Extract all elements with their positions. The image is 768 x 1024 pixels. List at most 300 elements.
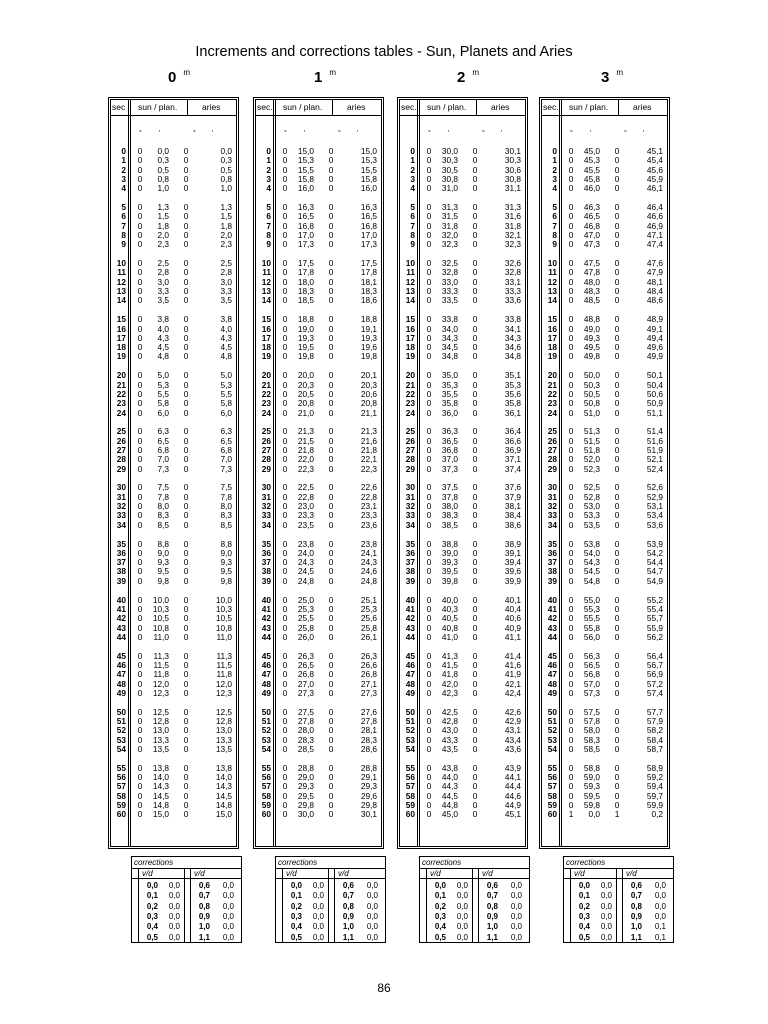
aries-minutes: 31,6 — [504, 211, 521, 222]
seconds-value: 6 — [121, 211, 126, 222]
aries-minutes: 29,8 — [360, 800, 377, 811]
minute-value: 3 — [601, 69, 610, 86]
sun-degrees: 0 — [426, 146, 432, 156]
sun-minutes: 9,8 — [157, 575, 169, 586]
sun-degrees: 0 — [568, 258, 574, 269]
aries-minutes: 33,8 — [504, 314, 521, 325]
aries-minutes: 38,1 — [504, 501, 521, 512]
aries-minutes: 37,1 — [504, 454, 521, 465]
seconds-value: 22 — [405, 388, 415, 399]
vd-value: 0,2 — [434, 901, 446, 911]
seconds-value: 45 — [547, 650, 557, 661]
seconds-value: 4 — [410, 183, 415, 194]
aries-degrees: 0 — [328, 407, 334, 418]
sun-degrees: 0 — [568, 631, 574, 642]
seconds-value: 46 — [261, 660, 271, 670]
vd-value: 0,6 — [630, 881, 642, 890]
table-header — [542, 100, 667, 116]
sun-minutes: 47,0 — [583, 229, 600, 240]
aries-minutes: 2,8 — [220, 267, 232, 278]
sun-degrees: 0 — [426, 781, 432, 792]
aries-minutes: 18,8 — [360, 314, 377, 325]
aries-minutes: 2,3 — [220, 239, 232, 250]
unit-symbol: ° — [338, 130, 341, 137]
sun-minutes: 49,5 — [583, 342, 600, 353]
sun-minutes: 28,0 — [297, 725, 314, 736]
seconds-value: 53 — [261, 734, 271, 745]
table-row — [256, 633, 381, 642]
row-group — [111, 147, 236, 193]
aries-degrees: 0 — [614, 407, 620, 418]
aries-minutes: 42,9 — [504, 716, 521, 727]
sun-minutes: 6,0 — [157, 407, 169, 418]
seconds-value: 14 — [405, 295, 415, 306]
sun-minutes: 43,3 — [441, 734, 458, 745]
aries-minutes: 10,3 — [215, 603, 232, 614]
sun-minutes: 27,5 — [297, 706, 314, 717]
sun-degrees: 0 — [568, 155, 574, 166]
vd-value: 0,1 — [578, 891, 590, 901]
table-row — [542, 352, 667, 361]
correction-value: 0,0 — [168, 922, 180, 932]
table-row — [111, 493, 236, 502]
row-group — [400, 483, 525, 529]
sun-minutes: 46,5 — [583, 211, 600, 222]
seconds-value: 50 — [116, 706, 126, 717]
seconds-value: 18 — [405, 342, 415, 353]
aries-minutes: 5,8 — [220, 398, 232, 409]
sun-minutes: 20,5 — [297, 388, 314, 399]
seconds-value: 58 — [547, 790, 557, 801]
aries-minutes: 25,3 — [360, 603, 377, 614]
aries-minutes: 53,1 — [646, 501, 663, 512]
seconds-value: 57 — [261, 781, 271, 792]
seconds-value: 32 — [547, 501, 557, 512]
sun-degrees: 0 — [137, 379, 143, 390]
aries-degrees: 0 — [614, 650, 620, 661]
table-rows — [256, 147, 381, 829]
sun-degrees: 0 — [282, 706, 288, 717]
sun-degrees: 0 — [568, 790, 574, 801]
aries-degrees: 0 — [614, 669, 620, 680]
sun-minutes: 35,0 — [441, 370, 458, 381]
aries-degrees: 0 — [472, 706, 478, 717]
aries-minutes: 16,0 — [360, 183, 377, 194]
aries-degrees: 0 — [328, 809, 334, 820]
sun-minutes: 39,5 — [441, 566, 458, 577]
sun-degrees: 0 — [282, 351, 288, 362]
sun-minutes: 18,8 — [297, 314, 314, 325]
aries-degrees: 0 — [328, 202, 334, 213]
sun-degrees: 0 — [282, 622, 288, 633]
header-sec: sec. — [543, 102, 559, 112]
vd-value: 0,7 — [486, 891, 498, 901]
sun-degrees: 0 — [137, 173, 143, 184]
seconds-value: 44 — [547, 631, 557, 642]
seconds-value: 10 — [547, 258, 557, 269]
aries-degrees: 0 — [472, 323, 478, 334]
sun-degrees: 0 — [426, 370, 432, 381]
header-divider — [187, 100, 188, 115]
aries-minutes: 1,0 — [220, 183, 232, 194]
seconds-value: 54 — [405, 743, 415, 754]
aries-degrees: 0 — [614, 716, 620, 727]
aries-minutes: 0,2 — [651, 809, 663, 820]
sun-degrees: 0 — [282, 510, 288, 521]
correction-value: 0,0 — [222, 932, 234, 942]
vd-value: 0,1 — [290, 891, 302, 901]
correction-value: 0,0 — [510, 901, 522, 911]
row-group — [111, 483, 236, 529]
aries-degrees: 0 — [328, 267, 334, 278]
seconds-value: 2 — [552, 164, 557, 175]
sun-minutes: 6,3 — [157, 426, 169, 437]
aries-degrees: 0 — [472, 622, 478, 633]
vd-value: 0,5 — [434, 932, 446, 942]
sun-degrees: 0 — [137, 435, 143, 446]
vd-value: 0,0 — [290, 881, 302, 890]
correction-value: 0,0 — [600, 901, 612, 911]
sun-minutes: 41,8 — [441, 669, 458, 680]
sun-degrees: 0 — [282, 314, 288, 325]
aries-degrees: 0 — [183, 146, 189, 156]
aries-minutes: 20,1 — [360, 370, 377, 381]
seconds-value: 17 — [405, 332, 415, 343]
sun-degrees: 0 — [282, 295, 288, 306]
table-row — [111, 465, 236, 474]
aries-minutes: 52,4 — [646, 463, 663, 474]
aries-degrees: 0 — [183, 575, 189, 586]
aries-degrees: 0 — [472, 538, 478, 549]
aries-degrees: 0 — [472, 435, 478, 446]
sun-degrees: 0 — [137, 678, 143, 689]
aries-minutes: 0,5 — [220, 164, 232, 175]
vd-value: 0,6 — [486, 881, 498, 890]
aries-minutes: 51,9 — [646, 444, 663, 455]
sun-minutes: 28,8 — [297, 762, 314, 773]
sun-degrees: 0 — [426, 519, 432, 530]
table-row — [256, 745, 381, 754]
table-row — [542, 465, 667, 474]
aries-minutes: 0,0 — [220, 146, 232, 156]
aries-degrees: 0 — [328, 220, 334, 231]
sun-degrees: 0 — [568, 202, 574, 213]
seconds-value: 22 — [116, 388, 126, 399]
sun-degrees: 0 — [137, 323, 143, 334]
aries-minutes: 0,3 — [220, 155, 232, 166]
aries-minutes: 22,1 — [360, 454, 377, 465]
seconds-value: 27 — [405, 444, 415, 455]
aries-minutes: 25,1 — [360, 594, 377, 605]
table-row — [111, 334, 236, 343]
aries-minutes: 34,1 — [504, 323, 521, 334]
aries-degrees: 0 — [183, 660, 189, 670]
seconds-value: 37 — [405, 557, 415, 568]
aries-minutes: 55,4 — [646, 603, 663, 614]
aries-minutes: 32,1 — [504, 229, 521, 240]
sun-minutes: 11,0 — [153, 631, 169, 642]
sun-degrees: 0 — [568, 547, 574, 558]
sun-minutes: 44,3 — [441, 781, 458, 792]
aries-minutes: 26,6 — [360, 660, 377, 670]
sun-minutes: 52,3 — [583, 463, 600, 474]
aries-minutes: 3,5 — [220, 295, 232, 306]
sun-degrees: 0 — [568, 575, 574, 586]
aries-degrees: 0 — [614, 444, 620, 455]
seconds-value: 38 — [261, 566, 271, 577]
sun-degrees: 0 — [282, 202, 288, 213]
aries-degrees: 0 — [614, 146, 620, 156]
aries-degrees: 0 — [614, 762, 620, 773]
aries-degrees: 0 — [472, 762, 478, 773]
aries-minutes: 24,3 — [360, 557, 377, 568]
seconds-value: 43 — [405, 622, 415, 633]
seconds-value: 26 — [261, 435, 271, 446]
table-row — [111, 502, 236, 511]
sun-minutes: 52,8 — [583, 491, 600, 502]
aries-degrees: 0 — [328, 519, 334, 530]
aries-degrees: 0 — [183, 519, 189, 530]
vd-value: 1,0 — [198, 922, 210, 932]
seconds-value: 50 — [405, 706, 415, 717]
row-group — [542, 483, 667, 529]
seconds-value: 15 — [116, 314, 126, 325]
sun-degrees: 0 — [426, 790, 432, 801]
aries-degrees: 0 — [472, 566, 478, 577]
sun-minutes: 51,5 — [583, 435, 600, 446]
aries-degrees: 0 — [328, 706, 334, 717]
minute-value: 0 — [168, 69, 177, 86]
sun-degrees: 0 — [282, 211, 288, 222]
aries-minutes: 41,4 — [504, 650, 521, 661]
sun-minutes: 15,0 — [297, 146, 314, 156]
sun-degrees: 0 — [282, 454, 288, 465]
aries-minutes: 36,9 — [504, 444, 521, 455]
table-row — [111, 212, 236, 221]
seconds-value: 10 — [405, 258, 415, 269]
seconds-value: 34 — [261, 519, 271, 530]
vd-value: 0,4 — [578, 922, 590, 932]
correction-value: 0,0 — [654, 891, 666, 901]
aries-degrees: 0 — [472, 809, 478, 820]
seconds-value: 23 — [547, 398, 557, 409]
correction-value: 0,1 — [654, 932, 666, 942]
seconds-value: 10 — [261, 258, 271, 269]
correction-value: 0,0 — [312, 881, 324, 890]
aries-degrees: 0 — [472, 463, 478, 474]
vd-value: 0,5 — [290, 932, 302, 942]
aries-minutes: 59,2 — [646, 772, 663, 783]
sun-degrees: 0 — [282, 772, 288, 783]
table-row — [111, 390, 236, 399]
vd-value: 1,0 — [486, 922, 498, 932]
aries-minutes: 57,9 — [646, 716, 663, 727]
sun-degrees: 0 — [426, 538, 432, 549]
sun-minutes: 46,8 — [583, 220, 600, 231]
sun-minutes: 0,3 — [157, 155, 169, 166]
aries-degrees: 0 — [183, 155, 189, 166]
aries-minutes: 12,5 — [215, 706, 232, 717]
aries-minutes: 6,8 — [220, 444, 232, 455]
aries-degrees: 0 — [472, 342, 478, 353]
aries-minutes: 54,7 — [646, 566, 663, 577]
aries-minutes: 32,8 — [504, 267, 521, 278]
row-group — [542, 764, 667, 820]
aries-degrees: 0 — [472, 211, 478, 222]
sun-degrees: 0 — [282, 444, 288, 455]
aries-minutes: 11,8 — [216, 669, 232, 680]
aries-degrees: 0 — [183, 444, 189, 455]
vd-value: 0,9 — [198, 911, 210, 921]
vd-value: 1,1 — [198, 932, 210, 942]
aries-minutes: 55,2 — [646, 594, 663, 605]
aries-degrees: 0 — [472, 781, 478, 792]
sun-degrees: 0 — [282, 220, 288, 231]
table-row — [111, 540, 236, 549]
sun-minutes: 57,5 — [583, 706, 600, 717]
seconds-value: 55 — [116, 762, 126, 773]
aries-minutes: 48,9 — [646, 314, 663, 325]
seconds-value: 41 — [116, 603, 126, 614]
sun-minutes: 41,3 — [441, 650, 458, 661]
aries-minutes: 22,3 — [360, 463, 377, 474]
seconds-value: 11 — [262, 267, 271, 278]
aries-degrees: 0 — [328, 398, 334, 409]
sun-minutes: 1,8 — [157, 220, 169, 231]
header-sec: sec. — [257, 102, 273, 112]
sun-minutes: 50,5 — [583, 388, 600, 399]
aries-minutes: 17,5 — [360, 258, 377, 269]
table-row — [256, 521, 381, 530]
aries-minutes: 32,6 — [504, 258, 521, 269]
aries-minutes: 49,1 — [646, 323, 663, 334]
sun-degrees: 0 — [568, 229, 574, 240]
aries-minutes: 59,9 — [646, 800, 663, 811]
sun-degrees: 0 — [426, 800, 432, 811]
sun-minutes: 26,0 — [297, 631, 314, 642]
sun-minutes: 13,8 — [152, 762, 169, 773]
sun-degrees: 0 — [426, 510, 432, 521]
sun-minutes: 32,8 — [441, 267, 458, 278]
sun-degrees: 0 — [282, 762, 288, 773]
aries-degrees: 0 — [328, 631, 334, 642]
sun-minutes: 56,5 — [583, 660, 600, 670]
sun-minutes: 44,5 — [441, 790, 458, 801]
aries-minutes: 44,9 — [504, 800, 521, 811]
seconds-value: 41 — [547, 603, 557, 614]
sun-minutes: 8,5 — [157, 519, 169, 530]
sun-degrees: 0 — [282, 491, 288, 502]
aries-degrees: 0 — [328, 482, 334, 493]
sun-minutes: 3,8 — [157, 314, 169, 325]
aries-minutes: 44,1 — [504, 772, 521, 783]
sun-minutes: 42,0 — [441, 678, 458, 689]
aries-degrees: 0 — [328, 669, 334, 680]
sun-degrees: 0 — [282, 725, 288, 736]
aries-degrees: 0 — [328, 332, 334, 343]
aries-degrees: 0 — [614, 743, 620, 754]
aries-degrees: 0 — [183, 276, 189, 287]
aries-degrees: 0 — [183, 790, 189, 801]
sun-minutes: 18,5 — [297, 295, 314, 306]
aries-degrees: 0 — [183, 183, 189, 194]
aries-degrees: 0 — [472, 510, 478, 521]
seconds-value: 5 — [266, 202, 271, 213]
table-row — [111, 437, 236, 446]
seconds-value: 17 — [547, 332, 557, 343]
unit-symbol: ° — [428, 130, 431, 137]
sun-degrees: 0 — [568, 183, 574, 194]
aries-degrees: 0 — [328, 286, 334, 297]
aries-degrees: 0 — [614, 183, 620, 194]
seconds-value: 46 — [547, 660, 557, 670]
aries-minutes: 9,8 — [220, 575, 232, 586]
aries-degrees: 0 — [614, 426, 620, 437]
seconds-value: 0 — [266, 146, 271, 156]
aries-degrees: 0 — [183, 426, 189, 437]
sun-minutes: 22,0 — [297, 454, 314, 465]
sun-minutes: 58,0 — [583, 725, 600, 736]
seconds-value: 22 — [547, 388, 557, 399]
increment-table — [253, 97, 384, 849]
seconds-value: 52 — [116, 725, 126, 736]
row-group — [256, 652, 381, 698]
seconds-value: 40 — [547, 594, 557, 605]
seconds-value: 20 — [261, 370, 271, 381]
seconds-value: 30 — [116, 482, 126, 493]
corrections-title: corrections — [566, 858, 606, 867]
aries-minutes: 16,8 — [360, 220, 377, 231]
table-row — [111, 315, 236, 324]
aries-minutes: 46,4 — [646, 202, 663, 213]
aries-degrees: 0 — [328, 603, 334, 614]
seconds-value: 26 — [116, 435, 126, 446]
aries-minutes: 24,8 — [360, 575, 377, 586]
sun-degrees: 0 — [282, 547, 288, 558]
sun-minutes: 22,3 — [297, 463, 314, 474]
seconds-value: 42 — [547, 613, 557, 624]
sun-degrees: 0 — [137, 669, 143, 680]
sun-minutes: 40,3 — [441, 603, 458, 614]
sun-degrees: 0 — [426, 239, 432, 250]
minute-value: 2 — [457, 69, 466, 86]
aries-degrees: 0 — [614, 211, 620, 222]
seconds-value: 9 — [266, 239, 271, 250]
sun-degrees: 0 — [137, 594, 143, 605]
aries-minutes: 8,8 — [220, 538, 232, 549]
vd-value: 0,0 — [146, 881, 158, 890]
aries-degrees: 0 — [183, 332, 189, 343]
aries-degrees: 0 — [472, 146, 478, 156]
aries-minutes: 28,8 — [360, 762, 377, 773]
sun-degrees: 0 — [426, 164, 432, 175]
sun-minutes: 20,3 — [297, 379, 314, 390]
aries-degrees: 0 — [328, 173, 334, 184]
row-group — [542, 371, 667, 417]
aries-minutes: 43,6 — [504, 743, 521, 754]
aries-minutes: 38,4 — [504, 510, 521, 521]
table-row — [111, 296, 236, 305]
vd-label: v/d — [142, 869, 153, 878]
aries-degrees: 0 — [472, 725, 478, 736]
sun-degrees: 0 — [282, 183, 288, 194]
aries-degrees: 0 — [614, 510, 620, 521]
table-row — [111, 567, 236, 576]
aries-degrees: 0 — [472, 594, 478, 605]
aries-minutes: 31,3 — [504, 202, 521, 213]
sun-degrees: 0 — [282, 716, 288, 727]
aries-minutes: 22,8 — [360, 491, 377, 502]
